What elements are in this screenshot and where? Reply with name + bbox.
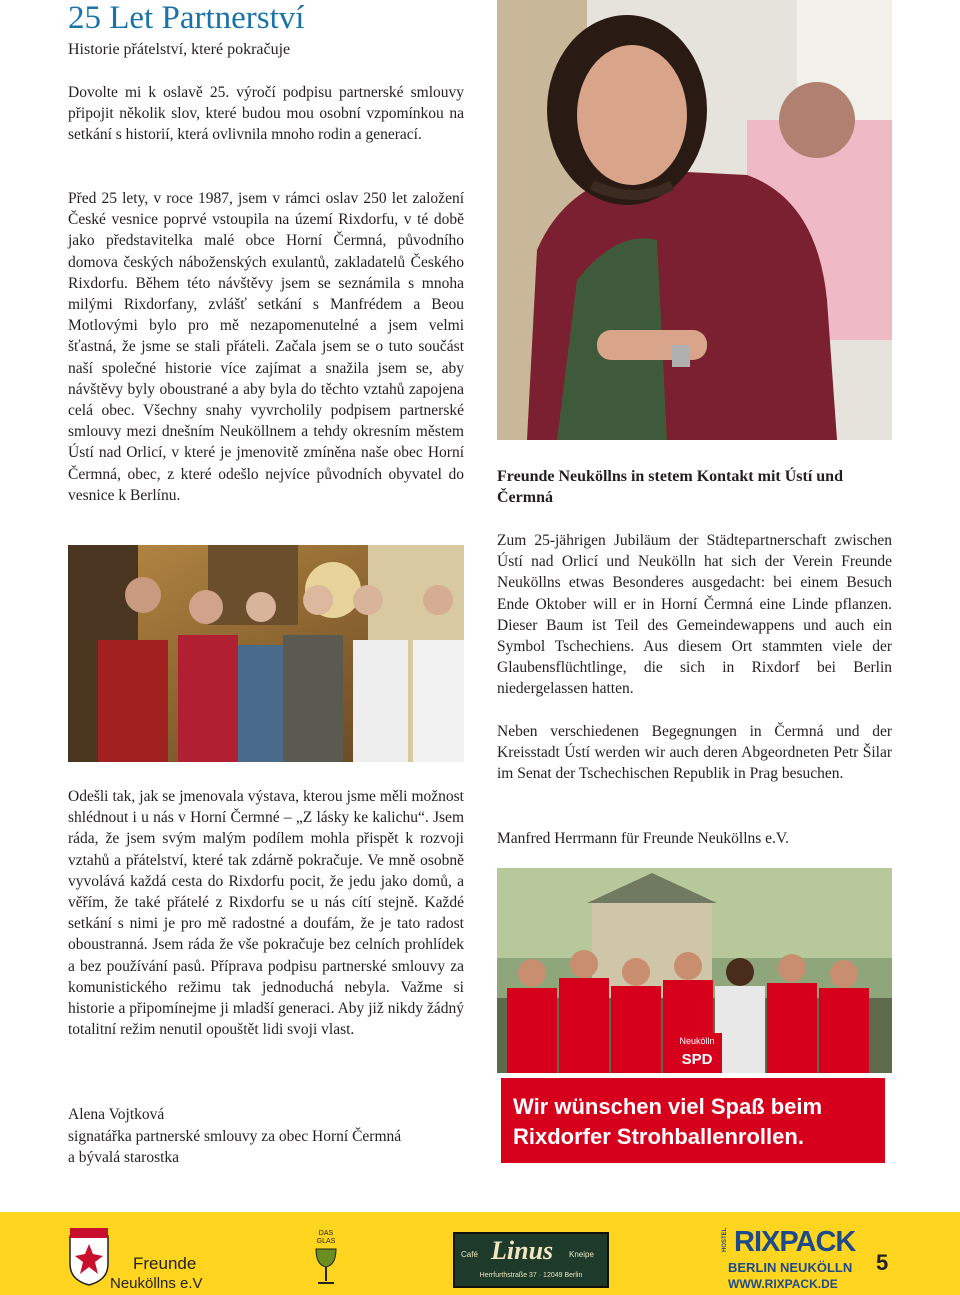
signature-role-2: a bývalá starostka [68, 1149, 180, 1166]
linus-left: Café [461, 1250, 478, 1259]
group-photo [68, 545, 464, 762]
glas-line-2: GLAS [316, 1238, 336, 1245]
ad-line-2: Rixdorfer Strohballenrollen. [513, 1124, 804, 1149]
spd-badge-logo: SPD [681, 1051, 713, 1068]
exhibition-paragraph: Odešli tak, jak se jmenovala výstava, kterou jsme měli možnost shlédnout i u nás v Horní Čermné – „Z lásky ke kalichu“. Jsem ráda, že jsem svým malým podílem mohla přispět k rozvoji vztahů a přátelství, které tak zdárně pokračuje. Ve mně osobně vyvolává každá cesta do Rixdorfu pocit, že jedu jako domů, a věřím, že také přátelé z Rixdorfu se u nás cítí stejně. Každé setkání s nimi je pro mě radostné a doufám, že je tato radost oboustranná. Jsem ráda že vše pokračuje bez celních prohlídek a bez používání pasů. Příprava podpisu partnerské smlouvy za komunistického režimu tak jednoduchá nebyla. Važme si historie a připomínejme ji mladší generaci. Aby již nikdy žádný totalitní režim nenutil opouštět lidi svoji vlast. [68, 788, 464, 1039]
glas-line-1: DAS [318, 1230, 334, 1237]
spd-ad [497, 868, 892, 1163]
rixpack-logo [722, 1226, 858, 1291]
freunde-line-2: Neuköllns e.V [110, 1275, 203, 1292]
rixpack-brand: RIXPACK [734, 1226, 856, 1258]
footer-sponsors [0, 1212, 960, 1295]
linus-logo [453, 1232, 609, 1288]
rixpack-city: BERLIN NEUKÖLLN [728, 1260, 853, 1275]
german-author: Manfred Herrmann für Freunde Neuköllns e.V. [497, 830, 789, 847]
linus-right: Kneipe [569, 1250, 594, 1259]
portrait-photo [497, 0, 892, 440]
freunde-crest-icon [68, 1228, 110, 1286]
ad-banner [501, 1078, 885, 1163]
intro-paragraph: Dovolte mi k oslavě 25. výročí podpisu partnerské smlouvy připojit několik slov, které budou mou osobní vzpomínkou na setkání s historií, která ovlivnila mnoho rodin a generací. [68, 84, 464, 144]
signature-role: signatářka partnerské smlouvy za obec Horní Čermná [68, 1128, 402, 1145]
german-paragraph-1: Zum 25-jährigen Jubiläum der Städtepartnerschaft zwischen Ústí nad Orlicí und Neukölln hat sich der Verein Freunde Neuköllns etwas Besonderes ausgedacht: bei einem Besuch Ende Oktober will er in Horní Čermná eine Linde pflanzen. Dieser Baum ist Teil des Gemeindewappens und auch ein Symbol Tschechiens. Aus diesem Ort stammten viele der Glaubensflüchtlinge, die sich in Rixdorf bei Berlin niedergelassen hatten. [497, 532, 892, 698]
das-glas-logo [308, 1230, 344, 1288]
german-paragraph-2: Neben verschiedenen Begegnungen in Čermná und der Kreisstadt Ústí werden wir auch deren Abgeordneten Petr Šilar im Senat der Tschechischen Republik in Prag besuchen. [497, 723, 892, 783]
linus-name: Linus [491, 1236, 554, 1265]
linus-address: Herrfurthstraße 37 · 12049 Berlin [479, 1272, 583, 1279]
freunde-line-1: Freunde [133, 1254, 197, 1273]
history-paragraph: Před 25 lety, v roce 1987, jsem v rámci oslav 250 let založení České vesnice poprvé vstoupila na území Rixdorfu, v té době jako představitelka malé obce Horní Čermná, původního domova českých náboženských exulantů, zakladatelů Českého Rixdorfu. Během této návštěvy jsem se seznámila s mnoha milými Rixdorfany, zvlášť setkání s Manfrédem a Beou Motlovými bylo pro mě nezapomenutelné a jsem velmi šťastná, že jsme se stali přáteli. Začala jsem se o tuto součást naší společné historie více zajímat a snažila jsem se, aby návštěvy byly oboustrané a aby byla do těchto vztahů zapojena celá obec. Všechny snahy vyvrcholily podpisem partnerské smlouvy mezi dnešním Neuköllnem a tehdy okresním městem Ústí nad Orlicí, v které je jmenovitě zmíněna naše obec Horní Čermná, obec, z které odešlo nejvíce původních obyvatel do vesnice k Berlínu. [68, 190, 464, 504]
page-number: 5 [876, 1250, 889, 1275]
page-title: 25 Let Partnerství [68, 0, 305, 36]
spd-badge-small: Neukölln [679, 1036, 715, 1046]
ad-line-1: Wir wünschen viel Spaß beim [513, 1094, 823, 1119]
signature-name: Alena Vojtková [68, 1106, 165, 1123]
german-article-heading: Freunde Neuköllns in stetem Kontakt mit Ústí und Čermná [497, 468, 843, 506]
page-subtitle: Historie přátelství, které pokračuje [68, 41, 291, 58]
rixpack-url: WWW.RIXPACK.DE [728, 1277, 838, 1291]
wine-glass-icon [308, 1247, 344, 1287]
rixpack-hostel: HOSTEL [722, 1227, 728, 1252]
